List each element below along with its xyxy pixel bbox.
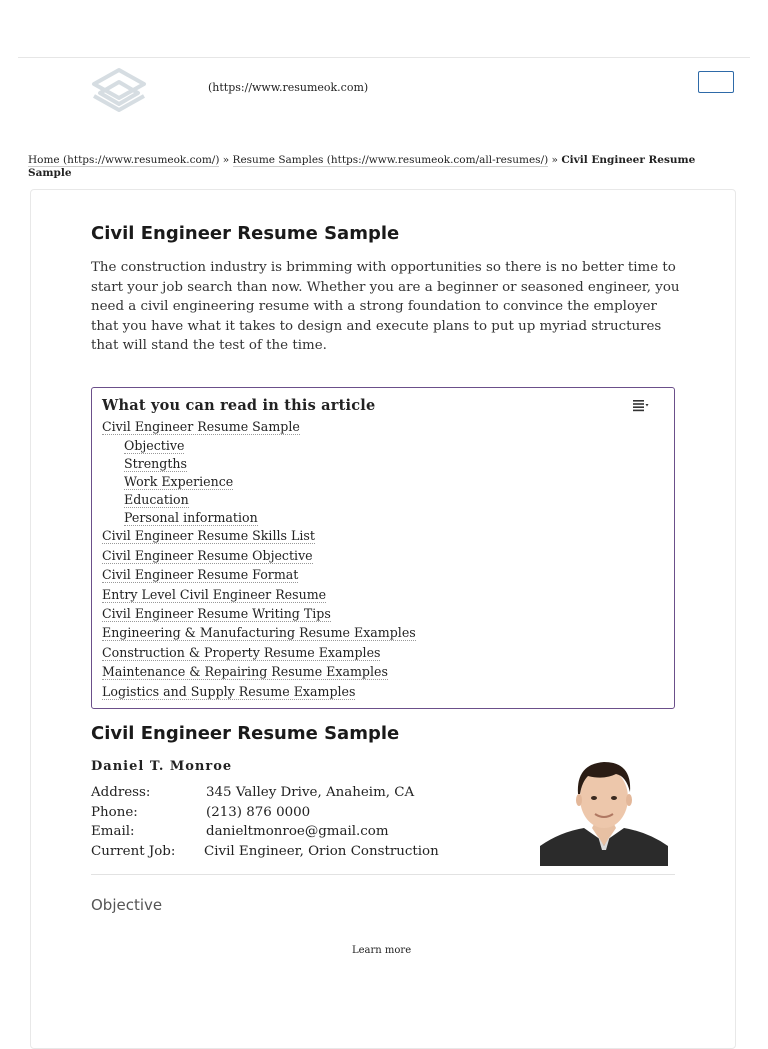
list-toggle-icon[interactable]: [633, 400, 649, 412]
section-divider: [91, 874, 675, 875]
toc-link[interactable]: Maintenance & Repairing Resume Examples: [102, 664, 388, 680]
toc-item: [102, 547, 674, 566]
page-title: Civil Engineer Resume Sample: [91, 223, 400, 244]
contact-label: Phone:: [91, 804, 138, 820]
profile-photo: [540, 754, 668, 866]
breadcrumb-current: Civil Engineer Resume Sample: [28, 154, 696, 179]
breadcrumb-samples-link[interactable]: Resume Samples (https://www.resumeok.com/all-resumes/): [232, 154, 549, 166]
toc-link[interactable]: Civil Engineer Resume Format: [102, 567, 299, 583]
toc-subitem: [102, 455, 674, 473]
toc-link[interactable]: Civil Engineer Resume Skills List: [102, 528, 315, 544]
toc-link[interactable]: Strengths: [124, 456, 187, 472]
article-intro: The construction industry is brimming with opportunities so there is no better time to start your job search than now. Whether you are a beginner or seasoned engineer, you need a civil engineering resume with a strong foundation to convince the employer that you have what it takes to design and execute plans to put up myriad structures that will stand the test of the time.: [91, 260, 680, 353]
contact-row: [91, 844, 511, 864]
resume-person-name: Daniel T. Monroe: [91, 759, 233, 774]
contact-value: 345 Valley Drive, Anaheim, CA: [206, 785, 415, 800]
toc-link[interactable]: Work Experience: [124, 474, 234, 490]
breadcrumb-separator: »: [548, 154, 562, 166]
toc-item: [102, 644, 674, 663]
toc-link[interactable]: Logistics and Supply Resume Examples: [102, 683, 356, 699]
contact-label: Current Job:: [91, 843, 176, 859]
contact-row: [91, 805, 511, 825]
toc-link[interactable]: Civil Engineer Resume Writing Tips: [102, 605, 331, 621]
site-home-link[interactable]: (https://www.resumeok.com): [208, 81, 369, 94]
breadcrumb-separator: »: [219, 154, 233, 166]
toc-title: What you can read in this article: [102, 397, 376, 414]
resume-contact-block: [91, 785, 511, 863]
toc-item: [102, 624, 674, 643]
toc-item: [102, 566, 674, 585]
toc-link[interactable]: Objective: [124, 438, 185, 454]
contact-label: Address:: [91, 785, 151, 800]
toc-item: [102, 605, 674, 624]
toc-link[interactable]: Construction & Property Resume Examples: [102, 644, 381, 660]
breadcrumb: [28, 154, 728, 180]
toc-link[interactable]: Civil Engineer Resume Objective: [102, 547, 313, 563]
toc-item: [102, 418, 674, 437]
toc-item: [102, 683, 674, 702]
contact-row: [91, 824, 511, 844]
toc-link[interactable]: Personal information: [124, 510, 258, 526]
toc-item: [102, 663, 674, 682]
toc-subitem: [102, 437, 674, 455]
menu-toggle-button[interactable]: [698, 71, 734, 93]
toc-link[interactable]: Education: [124, 492, 189, 508]
contact-value: (213) 876 0000: [206, 804, 311, 820]
site-logo-icon[interactable]: [88, 66, 150, 116]
learn-more-link[interactable]: Learn more: [352, 945, 412, 956]
toc-link[interactable]: Entry Level Civil Engineer Resume: [102, 586, 327, 602]
contact-value: danieltmonroe@gmail.com: [206, 824, 389, 839]
contact-value: Civil Engineer, Orion Construction: [204, 843, 439, 859]
contact-row: [91, 785, 511, 805]
toc-subitem: [102, 491, 674, 509]
resume-section-title: Civil Engineer Resume Sample: [91, 723, 400, 744]
toc-subitem: [102, 473, 674, 491]
toc-item: [102, 527, 674, 546]
breadcrumb-home-link[interactable]: Home (https://www.resumeok.com/): [28, 154, 220, 166]
toc-subitem: [102, 509, 674, 527]
toc-item: [102, 586, 674, 605]
toc-list: [102, 418, 674, 702]
objective-heading: Objective: [91, 896, 163, 914]
contact-label: Email:: [91, 824, 135, 839]
toc-link[interactable]: Engineering & Manufacturing Resume Examples: [102, 625, 416, 641]
table-of-contents: [91, 387, 675, 709]
toc-link[interactable]: Civil Engineer Resume Sample: [102, 419, 300, 434]
header-divider: [18, 57, 750, 58]
